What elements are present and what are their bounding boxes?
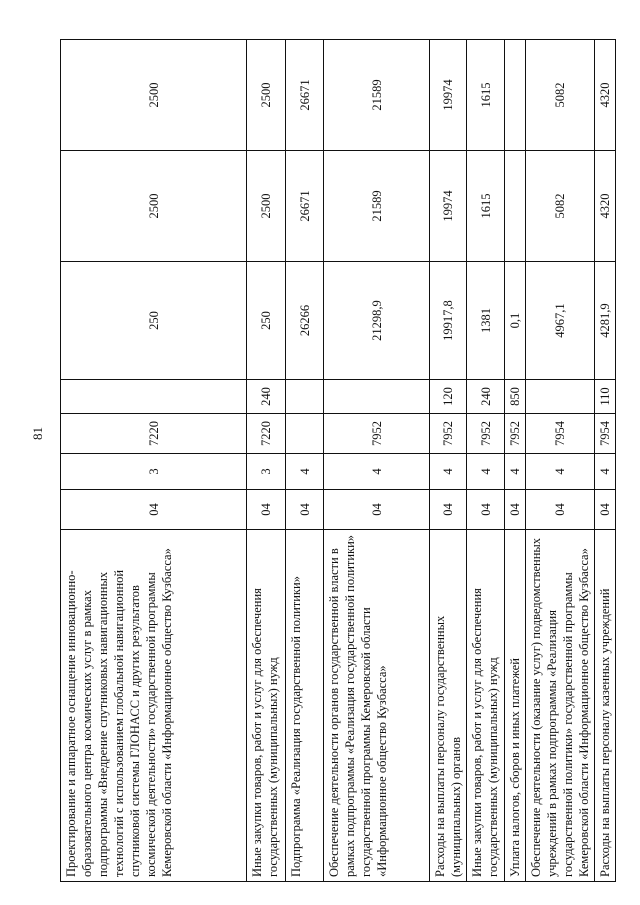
row-value-2: 2500 bbox=[247, 151, 286, 262]
row-code-1: 04 bbox=[505, 490, 526, 530]
table-row bbox=[505, 40, 526, 882]
row-code-2: 4 bbox=[324, 454, 430, 490]
row-value-2: 5082 bbox=[526, 151, 595, 262]
row-value-1: 4967,1 bbox=[526, 262, 595, 380]
row-code-4 bbox=[324, 380, 430, 414]
row-code-4: 240 bbox=[467, 380, 505, 414]
row-name: Обеспечение деятельности органов государственной власти в рамках подпрограммы «Реализация государственной политики» государственной программы Кемеровской области «Информационное общество Кузбасса» bbox=[324, 530, 430, 882]
row-name: Иные закупки товаров, работ и услуг для обеспечения государственных (муниципальных) нужд bbox=[467, 530, 505, 882]
table-row bbox=[526, 40, 595, 882]
table-row bbox=[595, 40, 616, 882]
row-value-1: 250 bbox=[61, 262, 247, 380]
row-code-4 bbox=[286, 380, 324, 414]
row-value-2: 26671 bbox=[286, 151, 324, 262]
row-value-2: 19974 bbox=[430, 151, 467, 262]
row-name: Иные закупки товаров, работ и услуг для обеспечения государственных (муниципальных) нужд bbox=[247, 530, 286, 882]
row-code-4: 110 bbox=[595, 380, 616, 414]
budget-table-rotated bbox=[60, 40, 612, 882]
row-code-4 bbox=[61, 380, 247, 414]
row-value-3: 1615 bbox=[467, 40, 505, 151]
row-code-3: 7220 bbox=[247, 414, 286, 454]
row-value-3: 2500 bbox=[61, 40, 247, 151]
row-value-2: 4320 bbox=[595, 151, 616, 262]
row-value-1: 0,1 bbox=[505, 262, 526, 380]
row-code-1: 04 bbox=[324, 490, 430, 530]
row-code-1: 04 bbox=[467, 490, 505, 530]
row-code-3: 7954 bbox=[595, 414, 616, 454]
row-name: Проектирование и аппаратное оснащение инновационно-образовательного центра космических услуг в рамках подпрограммы «Внедрение спутниковых навигационных технологий с использованием глобальной навигационной спутниковой системы ГЛОНАСС и других результатов космической деятельности» государственной программы Кемеровской области «Информационное общество Кузбасса» bbox=[61, 530, 247, 882]
row-value-1: 1381 bbox=[467, 262, 505, 380]
table-row bbox=[61, 40, 247, 882]
row-code-3: 7952 bbox=[324, 414, 430, 454]
row-value-3: 21589 bbox=[324, 40, 430, 151]
row-value-1: 250 bbox=[247, 262, 286, 380]
row-value-1: 4281,9 bbox=[595, 262, 616, 380]
row-name: Расходы на выплаты персоналу государственных (муниципальных) органов bbox=[430, 530, 467, 882]
row-code-1: 04 bbox=[247, 490, 286, 530]
table-row bbox=[247, 40, 286, 882]
table-row bbox=[324, 40, 430, 882]
row-value-3: 5082 bbox=[526, 40, 595, 151]
row-code-3: 7952 bbox=[505, 414, 526, 454]
row-code-2: 3 bbox=[247, 454, 286, 490]
row-code-2: 4 bbox=[595, 454, 616, 490]
row-code-3: 7954 bbox=[526, 414, 595, 454]
row-value-1: 26266 bbox=[286, 262, 324, 380]
row-code-3: 7952 bbox=[430, 414, 467, 454]
row-code-2: 4 bbox=[286, 454, 324, 490]
row-name: Уплата налогов, сборов и иных платежей bbox=[505, 530, 526, 882]
row-name: Подпрограмма «Реализация государственной политики» bbox=[286, 530, 324, 882]
row-code-1: 04 bbox=[526, 490, 595, 530]
row-value-2: 1615 bbox=[467, 151, 505, 262]
table-row bbox=[286, 40, 324, 882]
row-code-3 bbox=[286, 414, 324, 454]
row-code-1: 04 bbox=[61, 490, 247, 530]
row-code-3: 7220 bbox=[61, 414, 247, 454]
row-code-1: 04 bbox=[430, 490, 467, 530]
row-name: Обеспечение деятельности (оказание услуг) подведомственных учреждений в рамках подпрограммы «Реализация государственной политики» государственной программы Кемеровской области «Информационное общество Кузбасса» bbox=[526, 530, 595, 882]
row-code-2: 3 bbox=[61, 454, 247, 490]
table-row bbox=[467, 40, 505, 882]
row-name: Расходы на выплаты персоналу казенных учреждений bbox=[595, 530, 616, 882]
row-code-2: 4 bbox=[467, 454, 505, 490]
table-row bbox=[430, 40, 467, 882]
row-code-4: 850 bbox=[505, 380, 526, 414]
row-code-1: 04 bbox=[595, 490, 616, 530]
budget-table bbox=[60, 39, 616, 882]
row-code-2: 4 bbox=[430, 454, 467, 490]
row-code-1: 04 bbox=[286, 490, 324, 530]
row-value-3: 19974 bbox=[430, 40, 467, 151]
row-code-4: 120 bbox=[430, 380, 467, 414]
row-value-2 bbox=[505, 151, 526, 262]
row-value-3 bbox=[505, 40, 526, 151]
row-value-2: 2500 bbox=[61, 151, 247, 262]
row-value-3: 2500 bbox=[247, 40, 286, 151]
row-code-4 bbox=[526, 380, 595, 414]
row-value-3: 26671 bbox=[286, 40, 324, 151]
row-code-4: 240 bbox=[247, 380, 286, 414]
row-value-2: 21589 bbox=[324, 151, 430, 262]
row-code-3: 7952 bbox=[467, 414, 505, 454]
row-value-3: 4320 bbox=[595, 40, 616, 151]
page-number: 81 bbox=[30, 427, 45, 440]
row-code-2: 4 bbox=[505, 454, 526, 490]
row-value-1: 19917,8 bbox=[430, 262, 467, 380]
row-code-2: 4 bbox=[526, 454, 595, 490]
row-value-1: 21298,9 bbox=[324, 262, 430, 380]
